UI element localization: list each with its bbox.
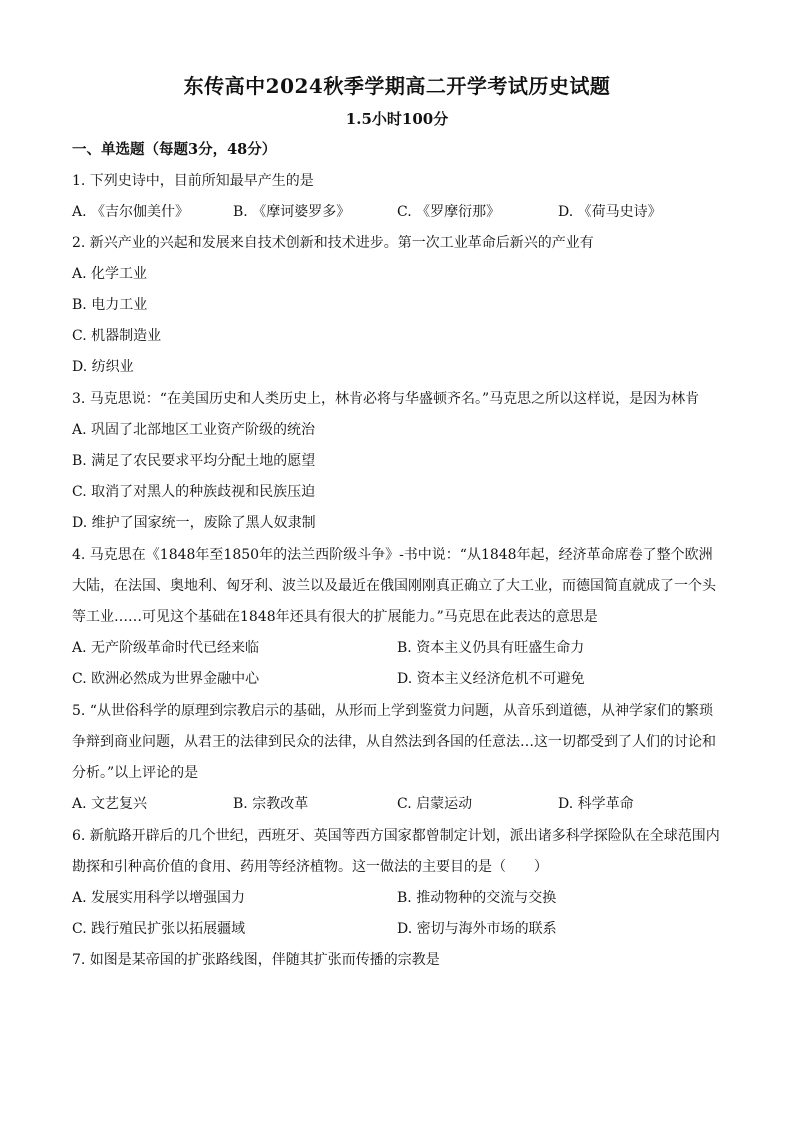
question-2-stem: 2. 新兴产业的兴起和发展来自技术创新和技术进步。第一次工业革命后新兴的产业有 <box>72 235 594 251</box>
question-5-option-c: C. 启蒙运动 <box>397 796 473 812</box>
question-3-option-b: B. 满足了农民要求平均分配土地的愿望 <box>72 453 316 469</box>
question-7-stem: 7. 如图是某帝国的扩张路线图，伴随其扩张而传播的宗教是 <box>72 952 440 968</box>
question-4-option-c: C. 欧洲必然成为世界金融中心 <box>72 671 260 687</box>
question-2-option-a: A. 化学工业 <box>72 266 148 282</box>
question-5-stem-line-1: 5. “从世俗科学的原理到宗教启示的基础，从形而上学到鉴赏力问题，从音乐到道德，从神学家们的繁琐 <box>72 703 713 719</box>
question-4-stem-line-3: 等工业……可见这个基础在1848年还具有很大的扩展能力。”马克思在此表达的意思是 <box>72 609 598 625</box>
question-4-option-b: B. 资本主义仍具有旺盛生命力 <box>397 640 585 656</box>
question-1-option-c: C. 《罗摩衍那》 <box>397 204 501 220</box>
question-5-option-a: A. 文艺复兴 <box>72 796 148 812</box>
question-6-option-b: B. 推动物种的交流与交换 <box>397 890 557 906</box>
question-2-option-c: C. 机器制造业 <box>72 328 162 344</box>
question-3-option-d: D. 维护了国家统一，废除了黑人奴隶制 <box>72 515 316 531</box>
exam-duration-score: 1.5小时100分 <box>345 110 449 128</box>
question-3-stem: 3. 马克思说：“在美国历史和人类历史上，林肯必将与华盛顿齐名。”马克思之所以这样说，是因为林肯 <box>72 391 700 407</box>
question-2-option-d: D. 纺织业 <box>72 359 134 375</box>
question-3-option-a: A. 巩固了北部地区工业资产阶级的统治 <box>72 422 316 438</box>
question-1-stem: 1. 下列史诗中，目前所知最早产生的是 <box>72 173 314 189</box>
question-5-stem-line-2: 争辩到商业问题，从君王的法律到民众的法律，从自然法到各国的任意法…这一切都受到了人们的讨论和 <box>72 734 716 750</box>
page-title: 东传高中2024秋季学期高二开学考试历史试题 <box>183 74 611 98</box>
question-5-stem-line-3: 分析。”以上评论的是 <box>72 765 199 781</box>
question-6-option-c: C. 践行殖民扩张以拓展疆域 <box>72 921 246 937</box>
section-heading: 一、单选题（每题3分，48分） <box>72 141 277 158</box>
question-6-option-d: D. 密切与海外市场的联系 <box>397 921 557 937</box>
question-1-option-d: D. 《荷马史诗》 <box>558 204 662 220</box>
question-6-stem-line-1: 6. 新航路开辟后的几个世纪，西班牙、英国等西方国家都曾制定计划，派出诸多科学探险队在全球范围内 <box>72 828 720 844</box>
question-5-option-b: B. 宗教改革 <box>233 796 309 812</box>
question-6-stem-line-2: 勘探和引种高价值的食用、药用等经济植物。这一做法的主要目的是（ ） <box>72 859 548 875</box>
question-2-option-b: B. 电力工业 <box>72 297 148 313</box>
question-4-option-a: A. 无产阶级革命时代已经来临 <box>72 640 260 656</box>
question-4-option-d: D. 资本主义经济危机不可避免 <box>397 671 585 687</box>
question-4-stem-line-2: 大陆，在法国、奥地利、匈牙利、波兰以及最近在俄国刚刚真正确立了大工业，而德国简直就成了一个头 <box>72 578 716 594</box>
question-1-option-b: B. 《摩诃婆罗多》 <box>233 204 351 220</box>
question-3-option-c: C. 取消了对黑人的种族歧视和民族压迫 <box>72 484 316 500</box>
question-5-option-d: D. 科学革命 <box>558 796 634 812</box>
question-6-option-a: A. 发展实用科学以增强国力 <box>72 890 246 906</box>
question-4-stem-line-1: 4. 马克思在《1848年至1850年的法兰西阶级斗争》-书中说：“从1848年起，经济革命席卷了整个欧洲 <box>72 547 713 563</box>
question-1-option-a: A. 《吉尔伽美什》 <box>72 204 190 220</box>
